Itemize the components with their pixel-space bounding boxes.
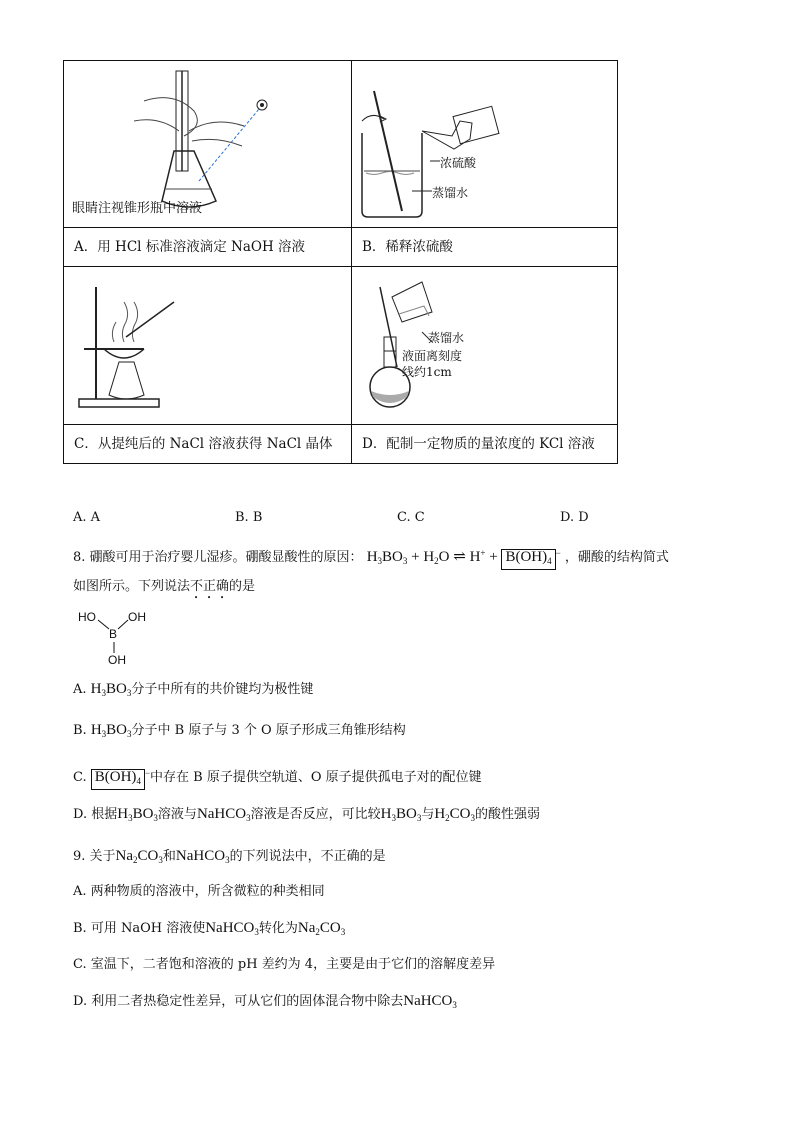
cell-a-inner-caption: 眼睛注视锥形瓶中溶液 [72, 201, 203, 216]
struct-ho: HO [78, 610, 96, 624]
label-d-line3: 线约1cm [402, 365, 452, 379]
caption-d: D．配制一定物质的量浓度的 KCl 溶液 [352, 425, 618, 464]
q7-choice-c[interactable]: C. C [397, 510, 425, 525]
struct-b: B [109, 627, 118, 641]
q8-option-d-mid1: 溶液与 [157, 807, 197, 822]
dilution-illustration [352, 61, 617, 227]
q9-stem [73, 846, 386, 870]
caption-c: C．从提纯后的 NaCl 溶液获得 NaCl 晶体 [64, 425, 352, 464]
formula-h3bo3: $H_3BO_3$ [117, 806, 158, 823]
q9-option-c[interactable]: C. 室温下，二者饱和溶液的 pH 差约为 4，主要是由于它们的溶解度差异 [73, 957, 496, 972]
q9-option-a[interactable]: A. 两种物质的溶液中，所含微粒的种类相同 [73, 884, 325, 899]
q8-option-d-mid2: 溶液是否反应，可比较 [250, 807, 381, 822]
q9-option-b-pre: B. 可用 NaOH 溶液使 [73, 921, 206, 936]
label-d-line2: 液面离刻度 [402, 349, 463, 363]
q9-option-b[interactable] [73, 918, 345, 942]
cell-d-image [352, 267, 618, 425]
evaporation-illustration [64, 267, 351, 424]
structure-bonds [78, 608, 158, 670]
q8-option-d-pre: D. 根据 [73, 807, 118, 822]
q8-stem-line2-a: 如图所示。下列说法 [73, 579, 191, 594]
q8-equation: $H_3BO_3 + H_2O$ ⇌ $H^+ + B(OH)_4^-$ [367, 549, 561, 565]
label-concentrated-acid: 浓硫酸 [440, 156, 477, 170]
q9-option-b-mid: 转化为 [258, 921, 298, 936]
cell-c-image [64, 267, 352, 425]
formula-nahco3: NaHCO$_3$ [403, 993, 457, 1010]
boric-acid-structure [78, 608, 158, 670]
q8-stem-pre: 8. 硼酸可用于治疗婴儿湿疹。硼酸显酸性的原因： [73, 550, 363, 565]
q8-option-a-letter: A. [73, 682, 87, 697]
q9-option-d-pre: D. 利用二者热稳定性差异，可从它们的固体混合物中除去 [73, 994, 404, 1009]
q8-option-d-end: 的酸性强弱 [475, 807, 541, 822]
cell-a-image [64, 61, 352, 228]
q7-choice-a[interactable]: A. A [73, 510, 101, 525]
formula-h3bo3: $H_3BO_3$ [90, 681, 132, 698]
formula-na2co3: $Na_2CO_3$ [115, 848, 163, 865]
volumetric-flask-illustration [352, 267, 617, 424]
q9-stem-end: 的下列说法中，不正确的是 [229, 849, 386, 864]
caption-a: A．用 HCl 标准溶液滴定 NaOH 溶液 [64, 228, 352, 267]
formula-h2co3: $H_2CO_3$ [434, 806, 476, 823]
q8-stem-line1 [73, 543, 669, 571]
formula-nahco3: NaHCO$_3$ [196, 806, 251, 823]
q9-stem-pre: 9. 关于 [73, 849, 116, 864]
formula-boh4-ion: $B(OH)_4^-$ [91, 769, 150, 785]
formula-nahco3: NaHCO$_3$ [205, 920, 259, 937]
q8-option-c-text: 中存在 B 原子提供空轨道、O 原子提供孤电子对的配位键 [150, 770, 482, 785]
q8-option-c[interactable] [73, 763, 482, 790]
q8-option-b-letter: B. [73, 723, 87, 738]
experiment-table [63, 60, 618, 464]
q8-option-a[interactable] [73, 679, 313, 703]
formula-h3bo3: $H_3BO_3$ [90, 722, 132, 739]
q8-stem-line2 [73, 577, 255, 602]
caption-b: B．稀释浓硫酸 [352, 228, 618, 267]
q8-stem-line2-b: 的是 [229, 579, 256, 594]
q8-option-a-text: 分子中所有的共价键均为极性键 [131, 682, 314, 697]
q7-choice-d[interactable]: D. D [560, 510, 589, 525]
q7-choice-b[interactable]: B. B [235, 510, 263, 525]
q8-option-b-text: 分子中 B 原子与 3 个 O 原子形成三角锥形结构 [131, 723, 406, 738]
label-d-line1: 蒸馏水 [428, 331, 465, 345]
q8-stem-post: ，硼酸的结构简式 [564, 550, 669, 565]
q9-stem-mid: 和 [162, 849, 176, 864]
formula-h3bo3: $H_3BO_3$ [380, 806, 422, 823]
struct-oh2: OH [108, 653, 126, 667]
q8-option-c-letter: C. [73, 770, 87, 785]
q8-stem-emphasis: 不正确 [190, 579, 230, 594]
label-distilled-water: 蒸馏水 [432, 186, 469, 200]
q9-option-d[interactable] [73, 991, 457, 1015]
q8-option-d-mid3: 与 [421, 807, 435, 822]
formula-na2co3: $Na_2CO_3$ [297, 920, 346, 937]
struct-oh1: OH [128, 610, 146, 624]
q8-option-b[interactable] [73, 720, 406, 744]
cell-b-image [352, 61, 618, 228]
q8-option-d[interactable] [73, 804, 540, 828]
formula-nahco3: NaHCO$_3$ [175, 848, 230, 865]
